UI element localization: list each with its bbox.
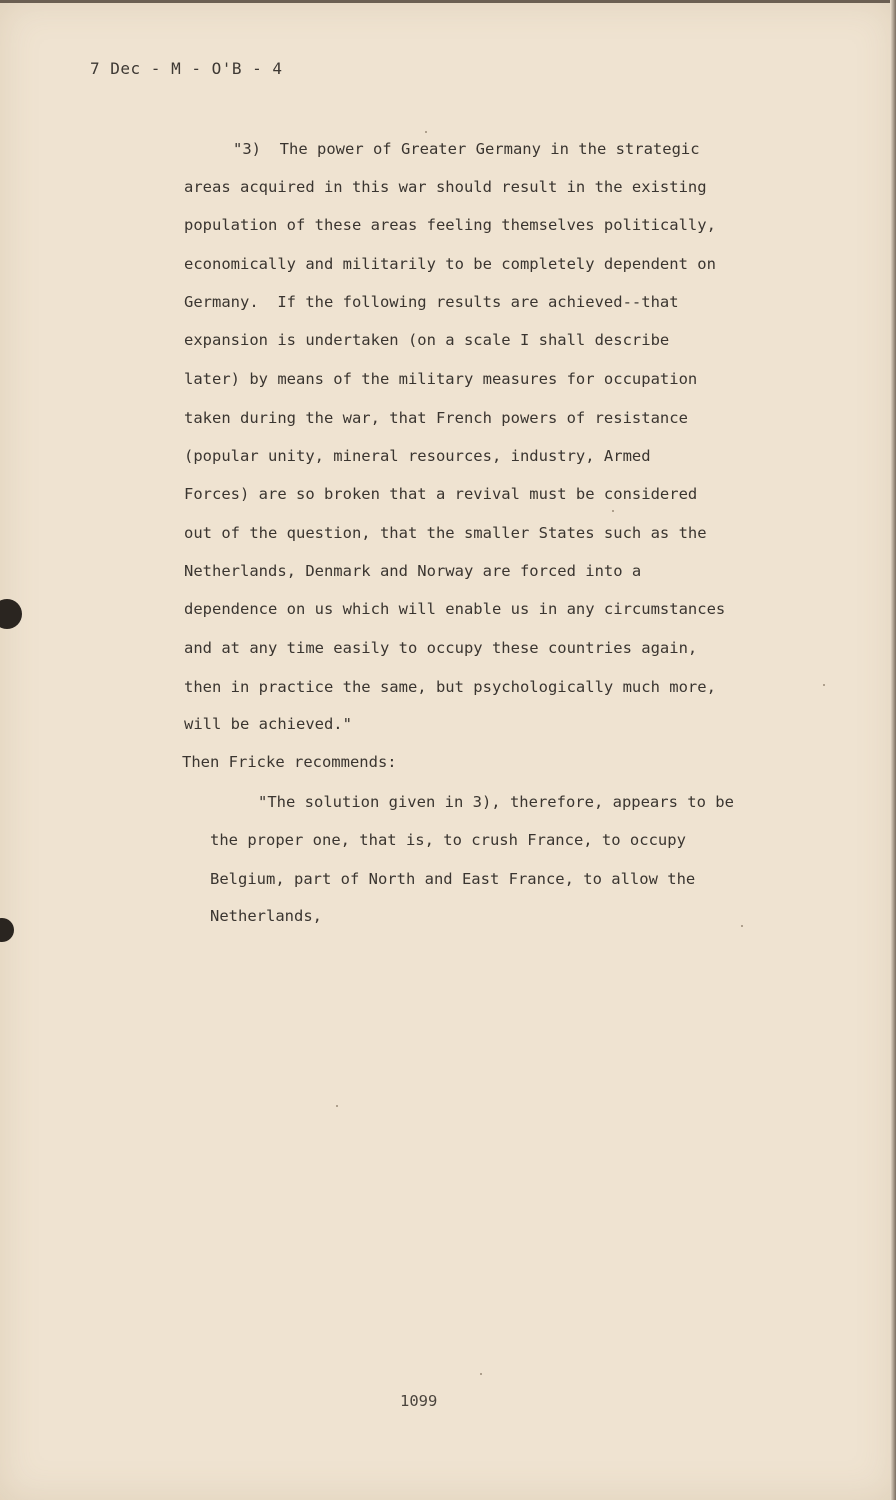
document-header: 7 Dec - M - O'B - 4: [90, 59, 283, 78]
body-line: Forces) are so broken that a revival must be considered: [184, 485, 698, 503]
paper-speck: [612, 510, 614, 512]
body-line: economically and militarily to be completely dependent on: [184, 255, 716, 273]
page-top-edge: [0, 0, 896, 3]
page-number: 1099: [400, 1392, 438, 1410]
body-line: areas acquired in this war should result in the existing: [184, 178, 707, 196]
page-right-edge: [890, 0, 896, 1500]
body-line: dependence on us which will enable us in any circumstances: [184, 600, 726, 618]
paper-speck: [823, 684, 825, 686]
body-line: and at any time easily to occupy these countries again,: [184, 639, 698, 657]
paper-speck: [741, 925, 743, 927]
body-line: Netherlands,: [210, 907, 322, 925]
body-line: out of the question, that the smaller States such as the: [184, 524, 707, 542]
body-line: Germany. If the following results are achieved--that: [184, 293, 679, 311]
body-line: later) by means of the military measures for occupation: [184, 370, 698, 388]
body-line: will be achieved.": [184, 715, 352, 733]
paper-speck: [336, 1105, 338, 1107]
punch-hole-upper: [0, 599, 22, 629]
body-line: "The solution given in 3), therefore, appears to be: [258, 793, 734, 811]
body-line: population of these areas feeling themselves politically,: [184, 216, 716, 234]
body-line: Netherlands, Denmark and Norway are forced into a: [184, 562, 642, 580]
paper-speck: [480, 1373, 482, 1375]
body-line: the proper one, that is, to crush France, to occupy: [210, 831, 686, 849]
punch-hole-lower: [0, 918, 14, 942]
body-line: Belgium, part of North and East France, to allow the: [210, 870, 696, 888]
body-line: then in practice the same, but psychologically much more,: [184, 678, 716, 696]
body-line: Then Fricke recommends:: [182, 753, 397, 771]
body-line: taken during the war, that French powers of resistance: [184, 409, 688, 427]
paper-speck: [425, 131, 427, 133]
body-line: (popular unity, mineral resources, industry, Armed: [184, 447, 651, 465]
body-line: expansion is undertaken (on a scale I shall describe: [184, 331, 670, 349]
body-line: "3) The power of Greater Germany in the strategic: [233, 140, 700, 158]
